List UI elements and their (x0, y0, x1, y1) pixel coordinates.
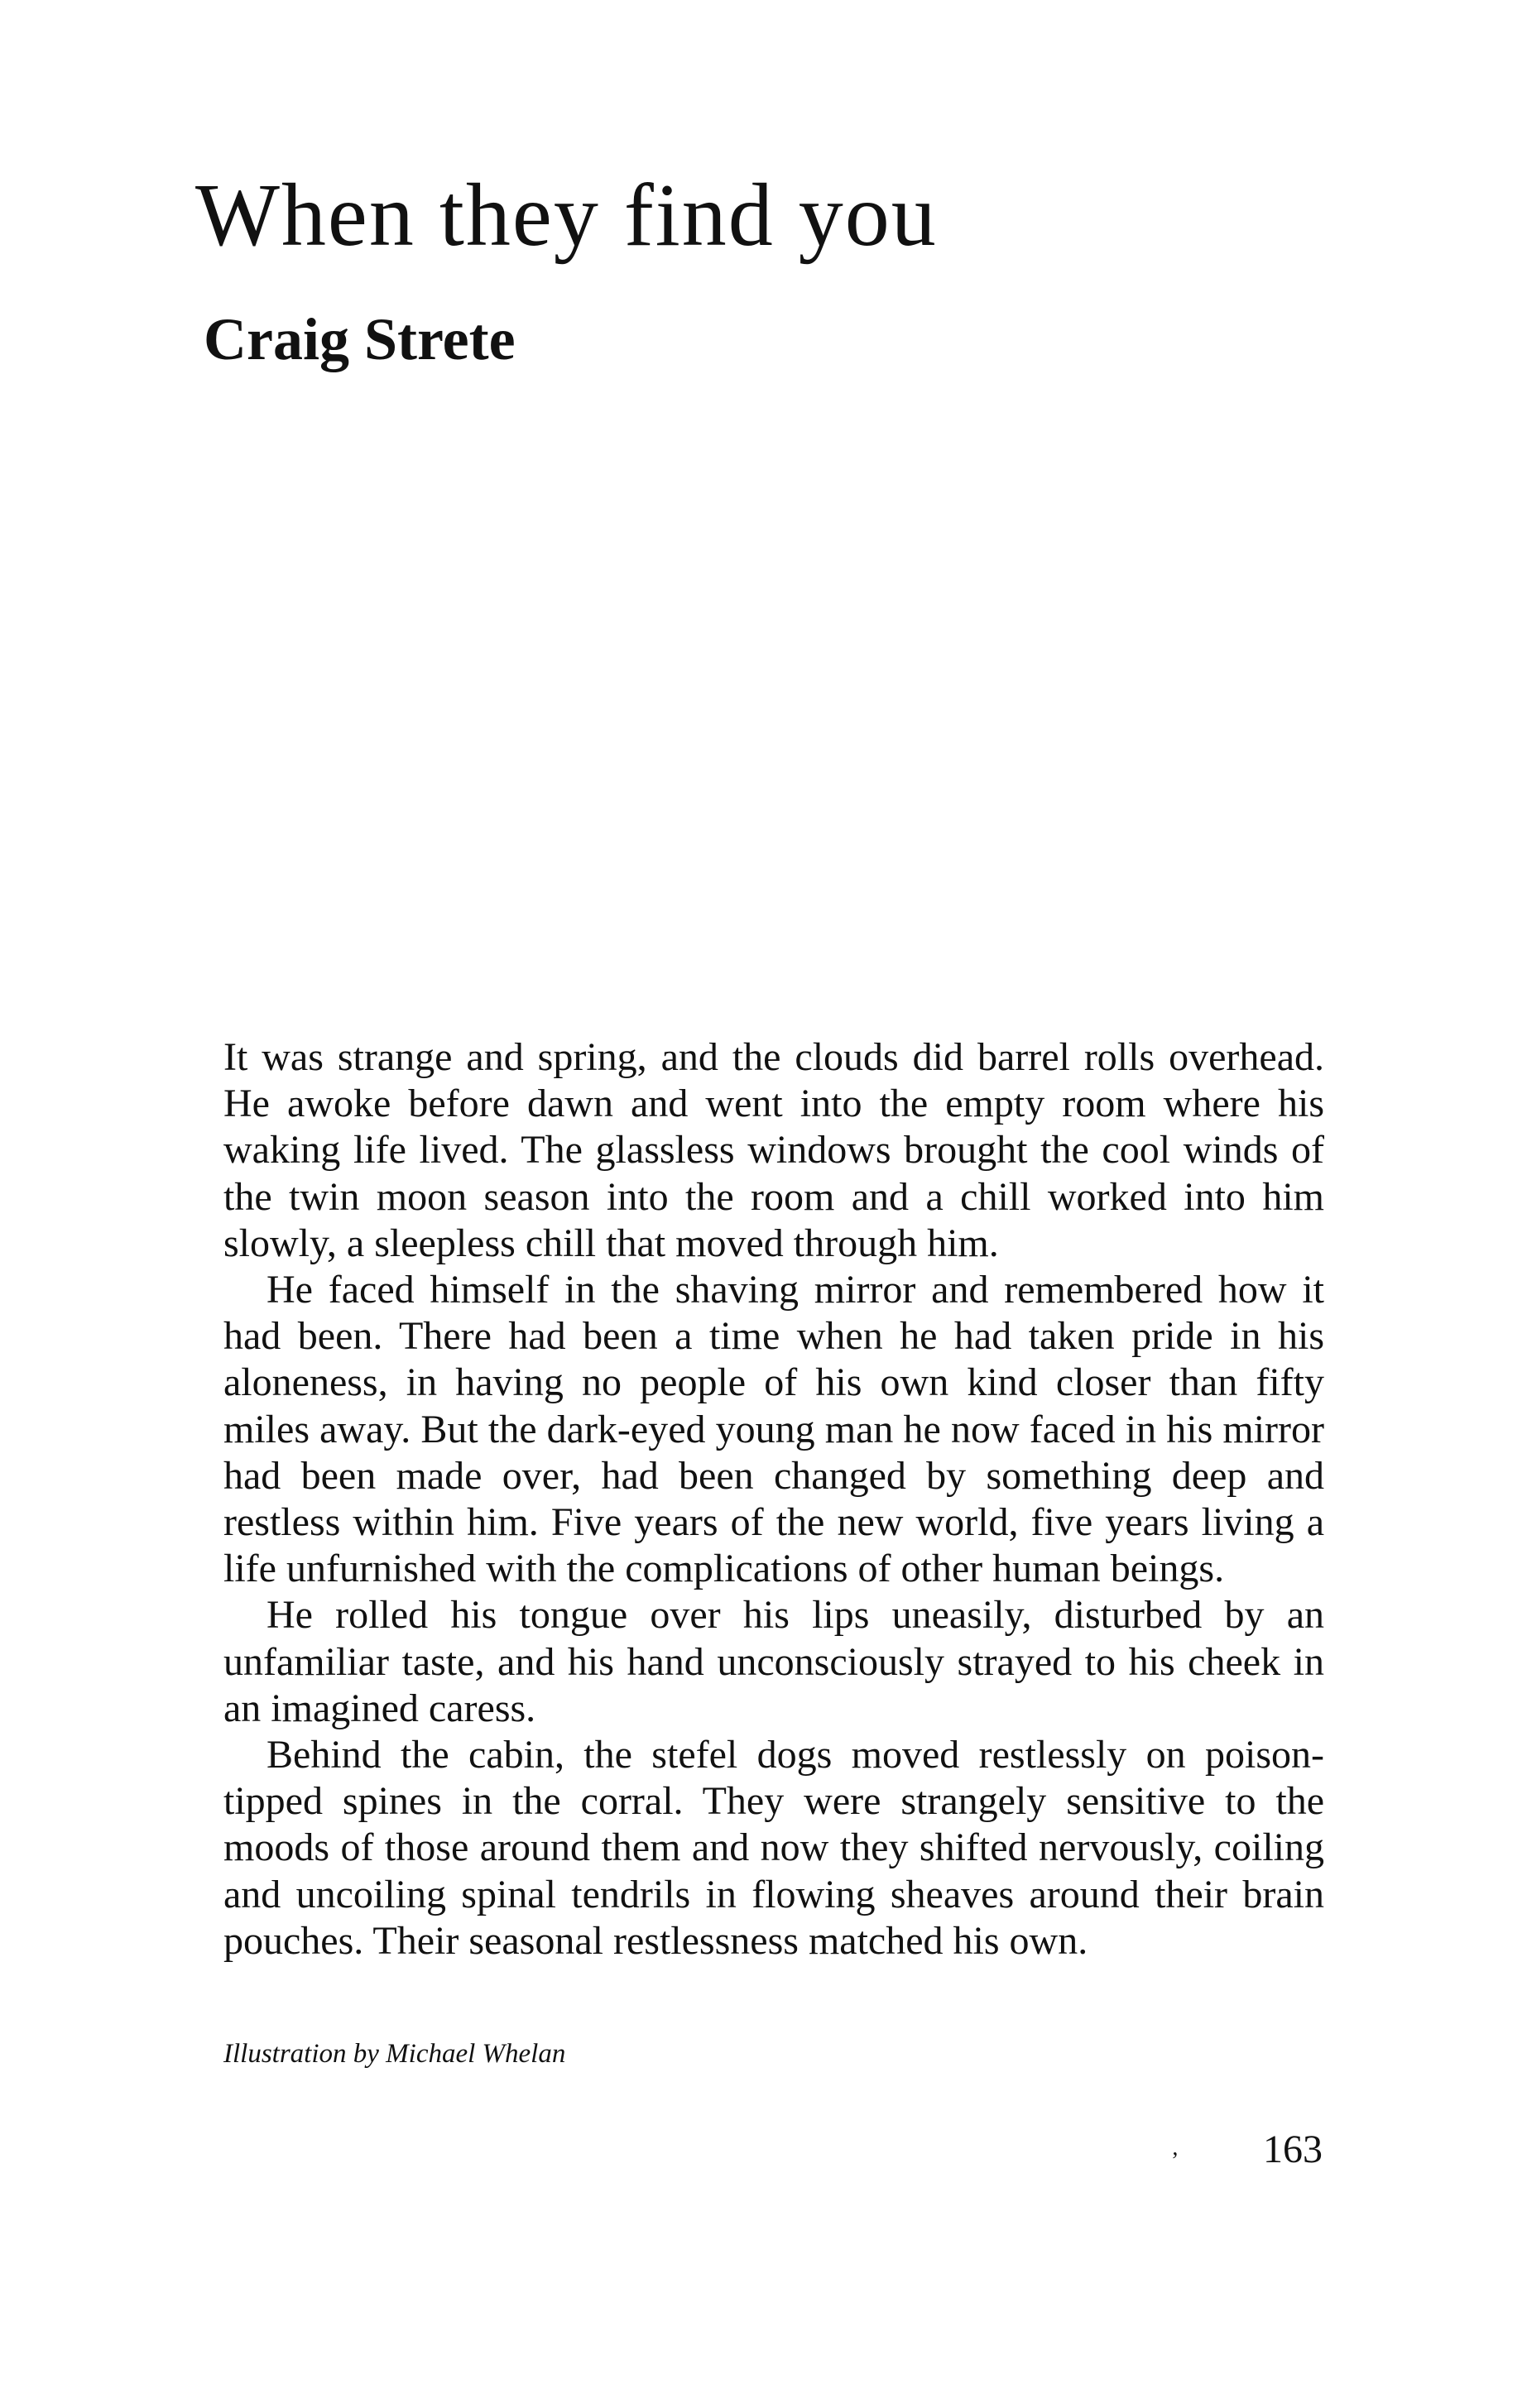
story-body (223, 1034, 1324, 1964)
footer-mark: ’ (1171, 2148, 1179, 2174)
story-title: When they find you (195, 166, 938, 265)
page-number: 163 (1263, 2127, 1323, 2171)
paragraph-1: It was strange and spring, and the clouds did barrel rolls overhead. He awoke before dawn and went into the empty room where his waking life lived. The glassless windows brought the cool winds of the twin moon season into the room and a chill worked into him slowly, a sleepless chill that moved through him. (223, 1035, 1324, 1265)
story-author: Craig Strete (204, 306, 516, 372)
paragraph-3: He rolled his tongue over his lips uneasily, disturbed by an unfamiliar taste, and his hand unconsciously strayed to his cheek in an imagined caress. (223, 1593, 1324, 1730)
paragraph-4: Behind the cabin, the stefel dogs moved restlessly on poisontipped spines in the corral. They were strangely sensitive to the moods of those around them and now they shifted nervously, coiling and uncoiling spinal tendrils in flowing sheaves around their brain pouches. Their seasonal restlessness matched his own. (223, 1733, 1324, 1963)
illustration-credit: Illustration by Michael Whelan (223, 2039, 566, 2069)
paragraph-2: He faced himself in the shaving mirror and remembered how it had been. There had been a time when he had taken pride in his aloneness, in having no people of his own kind closer than fifty miles away. But the dark-eyed young man he now faced in his mirror had been made over, had been changed by something deep and restless within him. Five years of the new world, five years living a life unfurnished with the complications of other human beings. (223, 1268, 1324, 1591)
